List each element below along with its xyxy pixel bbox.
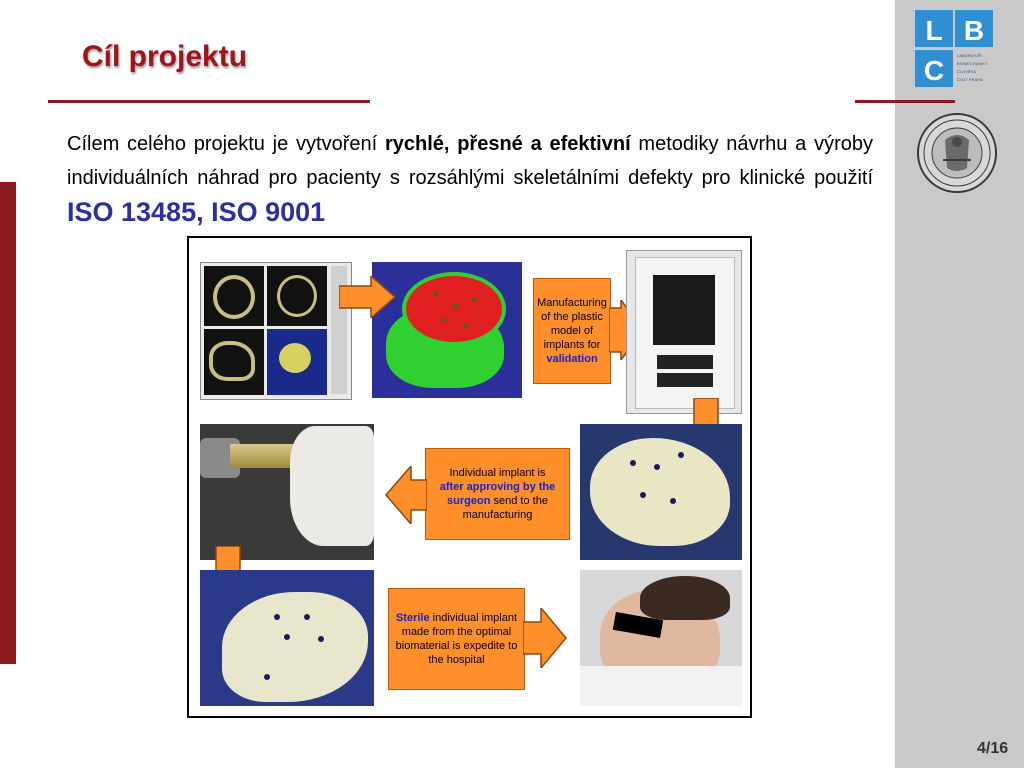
page-number: 4/16 xyxy=(977,740,1009,757)
note-validation: validation xyxy=(546,353,598,365)
note-sterile-text: individual implant made from the optimal biomaterial is expedite to the hospital xyxy=(395,612,518,666)
logo-letter-c: C xyxy=(923,55,945,86)
arrow-right-icon xyxy=(523,608,567,668)
note-approval xyxy=(425,448,570,540)
logo-caption-2: BIOMECHANIKY xyxy=(957,61,988,66)
note-approval-highlight: after approving by the surgeon xyxy=(439,481,556,507)
body-paragraph xyxy=(67,127,873,232)
logo-caption-1: LABORATOŘ xyxy=(957,53,982,58)
note-sterile xyxy=(388,588,525,690)
machining-photo xyxy=(200,424,374,560)
note-sterile-highlight: Sterile xyxy=(395,612,430,624)
3d-printer-photo xyxy=(626,250,742,414)
implant-photo-blue xyxy=(580,424,742,560)
ct-scan-screenshot xyxy=(200,262,352,400)
left-accent-bar xyxy=(0,182,16,664)
logo-letter-b: B xyxy=(963,15,985,46)
note-approval-pre: Individual implant is xyxy=(449,467,546,479)
note-plastic-model-text: Manufacturing of the plastic model of implants for xyxy=(537,297,607,351)
university-seal-icon xyxy=(895,110,1024,200)
patient-photo xyxy=(580,570,742,706)
slide-title: Cíl projektu xyxy=(82,40,248,73)
iso-standards: ISO 13485, ISO 9001 xyxy=(67,197,326,227)
sterile-implant-photo xyxy=(200,570,374,706)
lbc-logo xyxy=(895,0,1024,100)
arrow-right-icon xyxy=(339,276,397,318)
note-plastic-model xyxy=(533,278,611,384)
note-approval-post: send to the manufacturing xyxy=(462,495,548,521)
logo-letter-l: L xyxy=(925,15,943,46)
logo-caption-3: ČLOVĚKA xyxy=(957,69,976,74)
paragraph-part-3: metodiky návrhu a výroby individuálních náhrad pro pacienty s rozsáhlými skeletálními defekty pro klinické použití xyxy=(67,133,873,189)
title-underline-right xyxy=(855,100,955,103)
workflow-figure xyxy=(187,236,752,718)
paragraph-emphasis: rychlé, přesné a efektivní xyxy=(384,133,631,155)
title-underline-left xyxy=(48,100,370,103)
paragraph-part-1: Cílem celého projektu je vytvoření xyxy=(67,133,385,155)
arrow-left-icon xyxy=(385,466,427,524)
logo-caption-4: ČVUT PRAHA xyxy=(957,77,983,82)
right-sidebar xyxy=(895,0,1024,768)
